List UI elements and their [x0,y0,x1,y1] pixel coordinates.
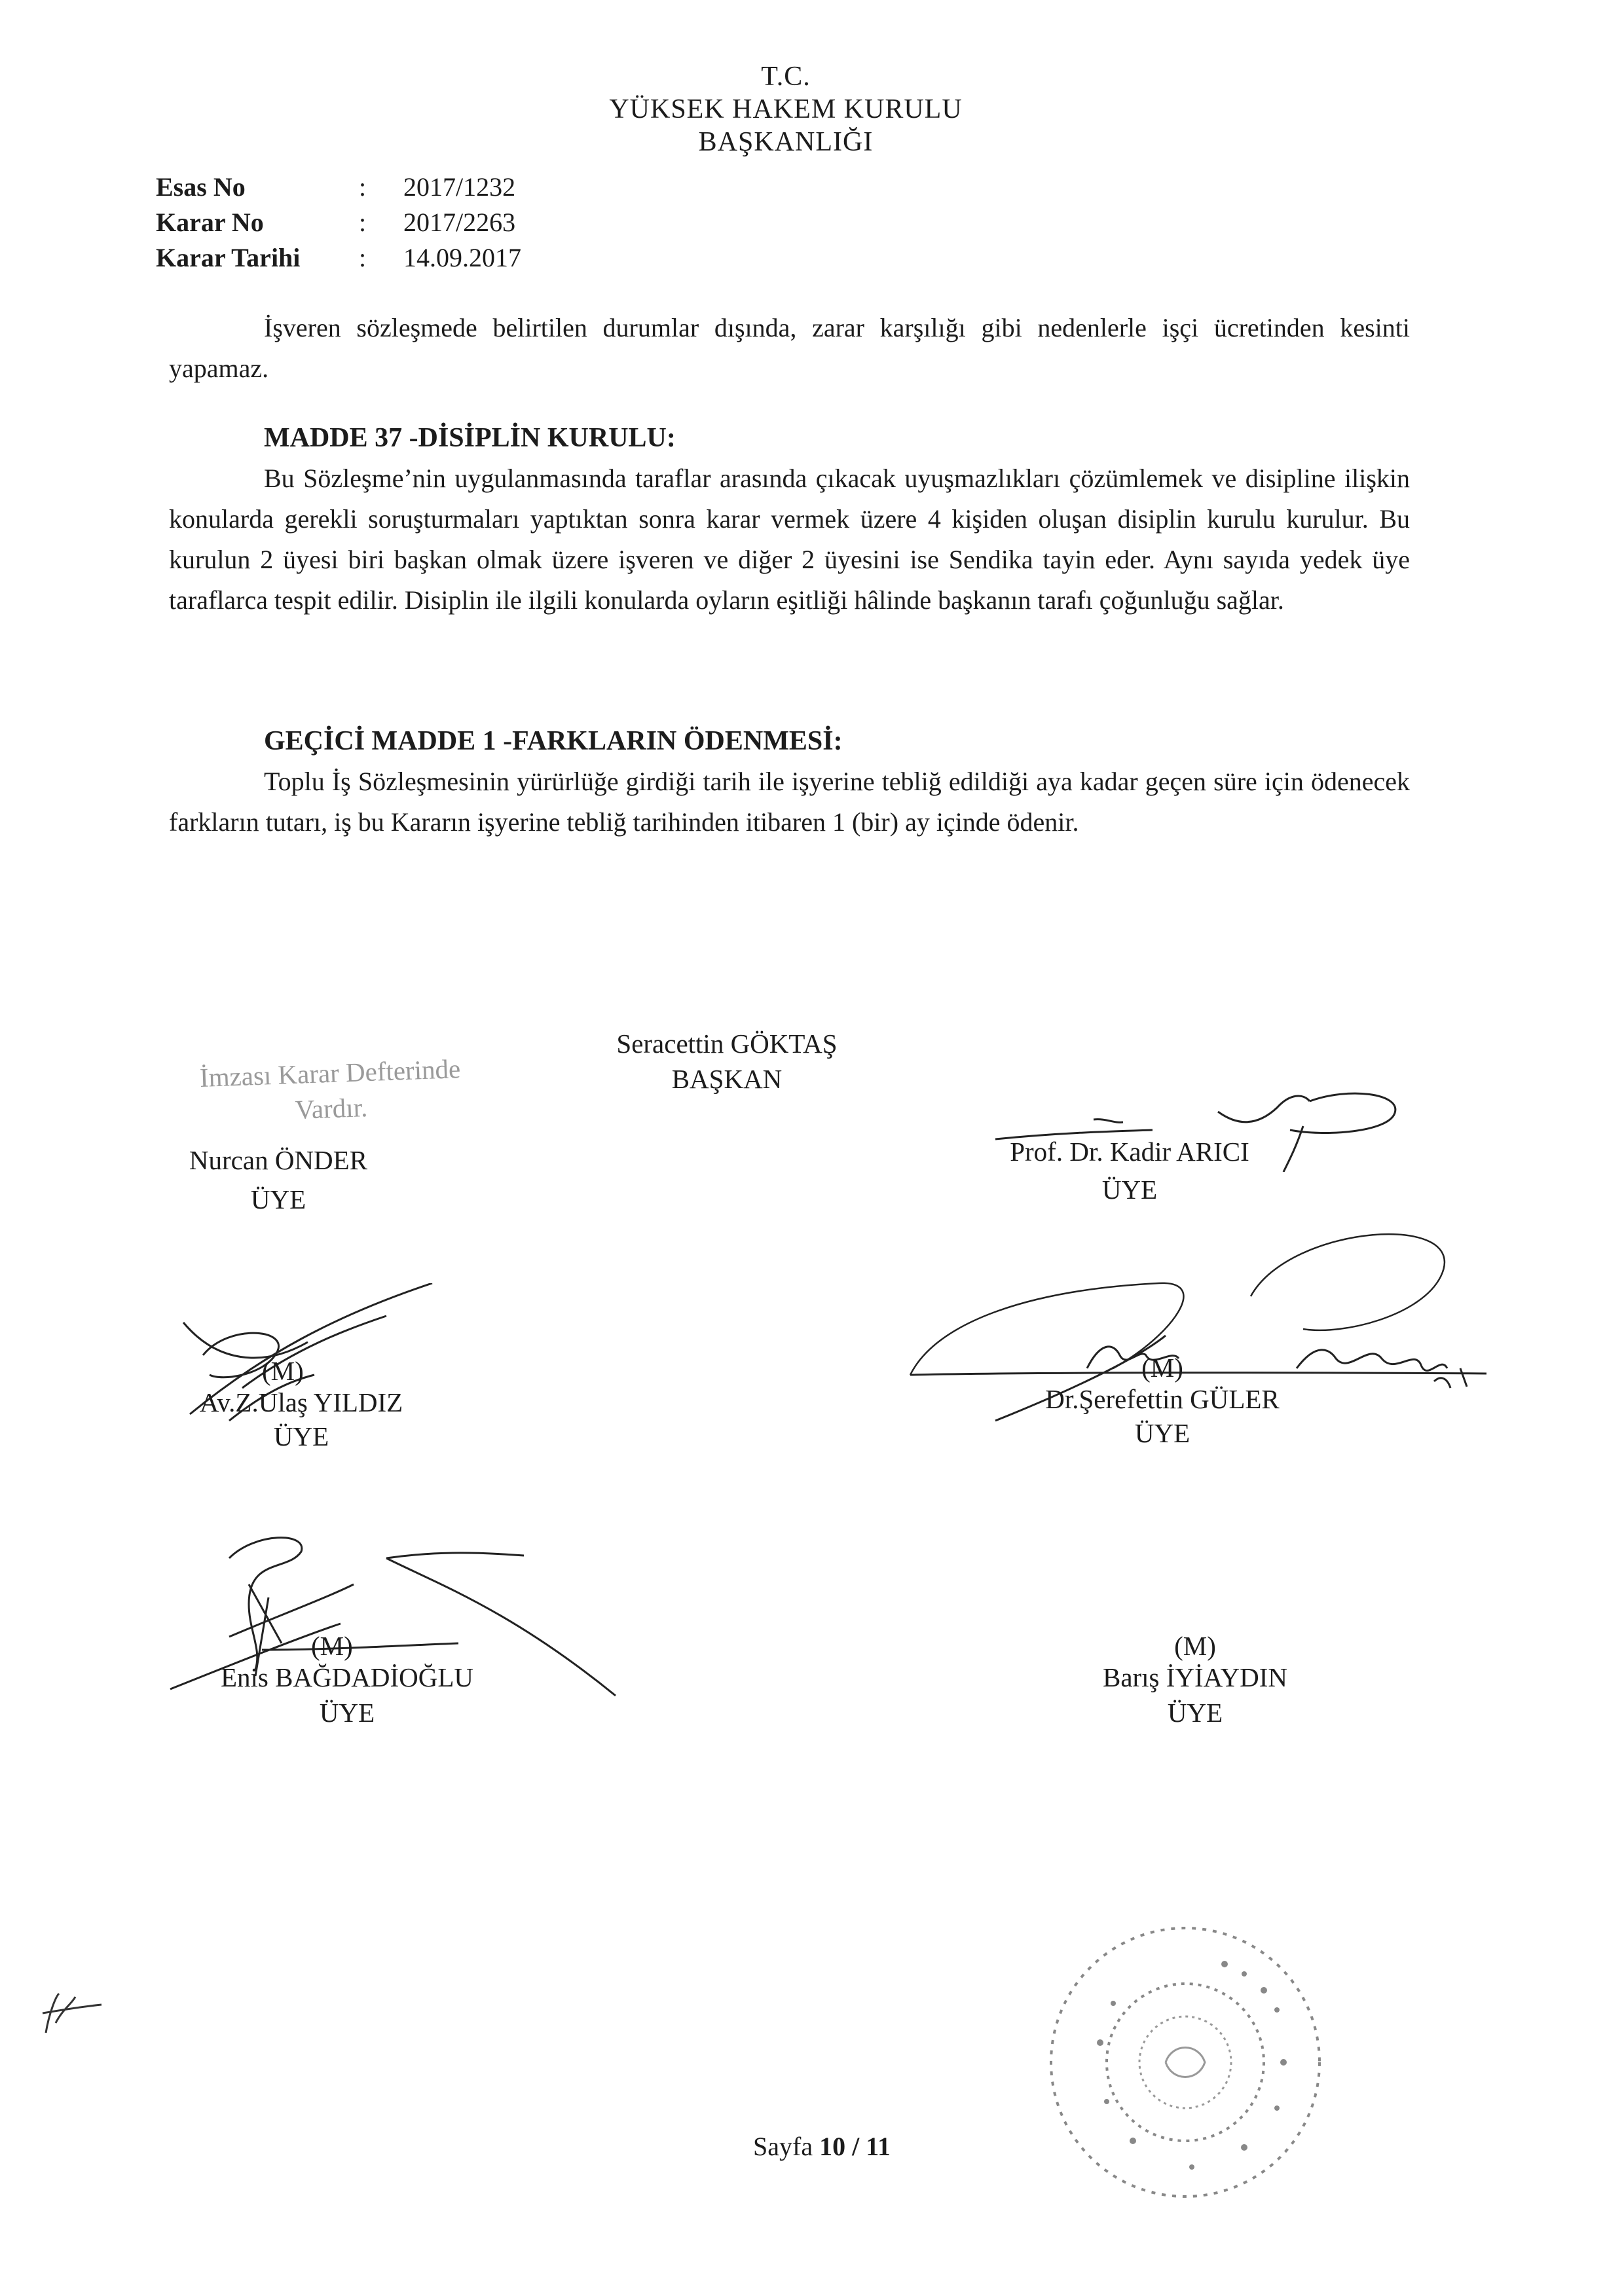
signature-block-iyiaydin [1048,1630,1342,1728]
signatory-name: Dr.Şerefettin GÜLER [1045,1384,1280,1414]
signatory-role: ÜYE [273,1421,329,1451]
signatory-mark: (M) [1174,1631,1216,1661]
section-madde-37-text [169,458,1410,621]
signatory-mark: (M) [311,1631,353,1661]
signatory-name: Seracettin GÖKTAŞ [616,1029,838,1059]
document-header [485,60,1087,158]
signatory-mark: (M) [262,1356,304,1386]
header-tc: T.C. [761,62,811,92]
signature-register-stamp [172,1050,489,1132]
karar-no-value: 2017/2263 [403,208,516,237]
intro-paragraph [169,308,1410,389]
signature-block-guler [982,1352,1342,1449]
stamp-line-2: Vardır. [294,1092,368,1125]
karar-no-label: Karar No [156,208,264,237]
page-total: 11 [866,2132,891,2161]
signature-block-president [563,1028,891,1095]
handwritten-initials [36,1984,108,2043]
page-prefix: Sayfa [753,2132,813,2161]
esas-no-value: 2017/1232 [403,172,516,202]
signatory-role: ÜYE [1167,1698,1223,1728]
page-current: 10 [819,2132,846,2161]
signature-block-onder [144,1144,413,1215]
official-seal [1035,1912,1336,2213]
signatory-name: Av.Z.Ulaş YILDIZ [199,1387,403,1417]
signatory-role: ÜYE [1101,1175,1158,1205]
signatory-name: Prof. Dr. Kadir ARICI [1010,1137,1249,1167]
header-presidency: BAŞKANLIĞI [698,127,874,157]
case-meta [156,172,614,278]
signatory-role: BAŞKAN [671,1064,783,1094]
karar-tarihi-colon: : [359,243,367,272]
section-madde-37-body: Bu Sözleşme’nin uygulanmasında taraflar arasında çıkacak uyuşmazlıkları çözümlemek ve disipline ilişkin konularda gerekli soruşturmaları yaptıktan sonra karar vermek üzere 4 kişiden oluşan disiplin kurulu kurulur. Bu kurulun 2 üyesi biri başkan olmak üzere işveren ve diğer 2 üyesini ise Sendika tayin eder. Aynı sayıda yedek üye taraflarca tespit edilir. Disiplin ile ilgili konularda oyların eşitliği hâlinde başkanın tarafı çoğunluğu sağlar. [169,464,1410,615]
section-madde-37-title: MADDE 37 -DİSİPLİN KURULU: [264,423,676,453]
signature-block-yildiz [157,1355,445,1452]
karar-tarihi-value: 14.09.2017 [403,243,521,272]
esas-no-colon: : [359,172,367,202]
signatory-name: Enis BAĞDADİOĞLU [220,1662,474,1692]
signatory-role: ÜYE [1134,1418,1190,1448]
page-separator: / [852,2132,860,2161]
esas-no-label: Esas No [156,172,246,202]
signature-block-arici [982,1136,1277,1205]
header-institution: YÜKSEK HAKEM KURULU [609,94,963,124]
karar-no-colon: : [359,208,367,237]
section-gecici-madde-title: GEÇİCİ MADDE 1 -FARKLARIN ÖDENMESİ: [264,726,843,756]
signature-block-bagdadioglu [164,1630,530,1728]
signatory-mark: (M) [1141,1353,1183,1383]
intro-paragraph-text: İşveren sözleşmede belirtilen durumlar dışında, zarar karşılığı gibi nedenlerle işçi ücretinden kesinti yapamaz. [169,313,1410,383]
signatory-role: ÜYE [250,1184,306,1214]
page-number [753,2131,891,2162]
signatory-name: Barış İYİAYDIN [1102,1662,1288,1692]
section-gecici-madde-body: Toplu İş Sözleşmesinin yürürlüğe girdiği tarih ile işyerine tebliğ edildiği aya kadar geçen süre için ödenecek farkların tutarı, iş bu Kararın işyerine tebliğ tarihinden itibaren 1 (bir) ay içinde ödenir. [169,767,1410,837]
signatory-role: ÜYE [319,1698,375,1728]
karar-tarihi-label: Karar Tarihi [156,243,301,272]
section-gecici-madde-text [169,761,1410,843]
signatory-name: Nurcan ÖNDER [189,1145,368,1175]
stamp-line-1: İmzası Karar Defterinde [199,1053,461,1093]
